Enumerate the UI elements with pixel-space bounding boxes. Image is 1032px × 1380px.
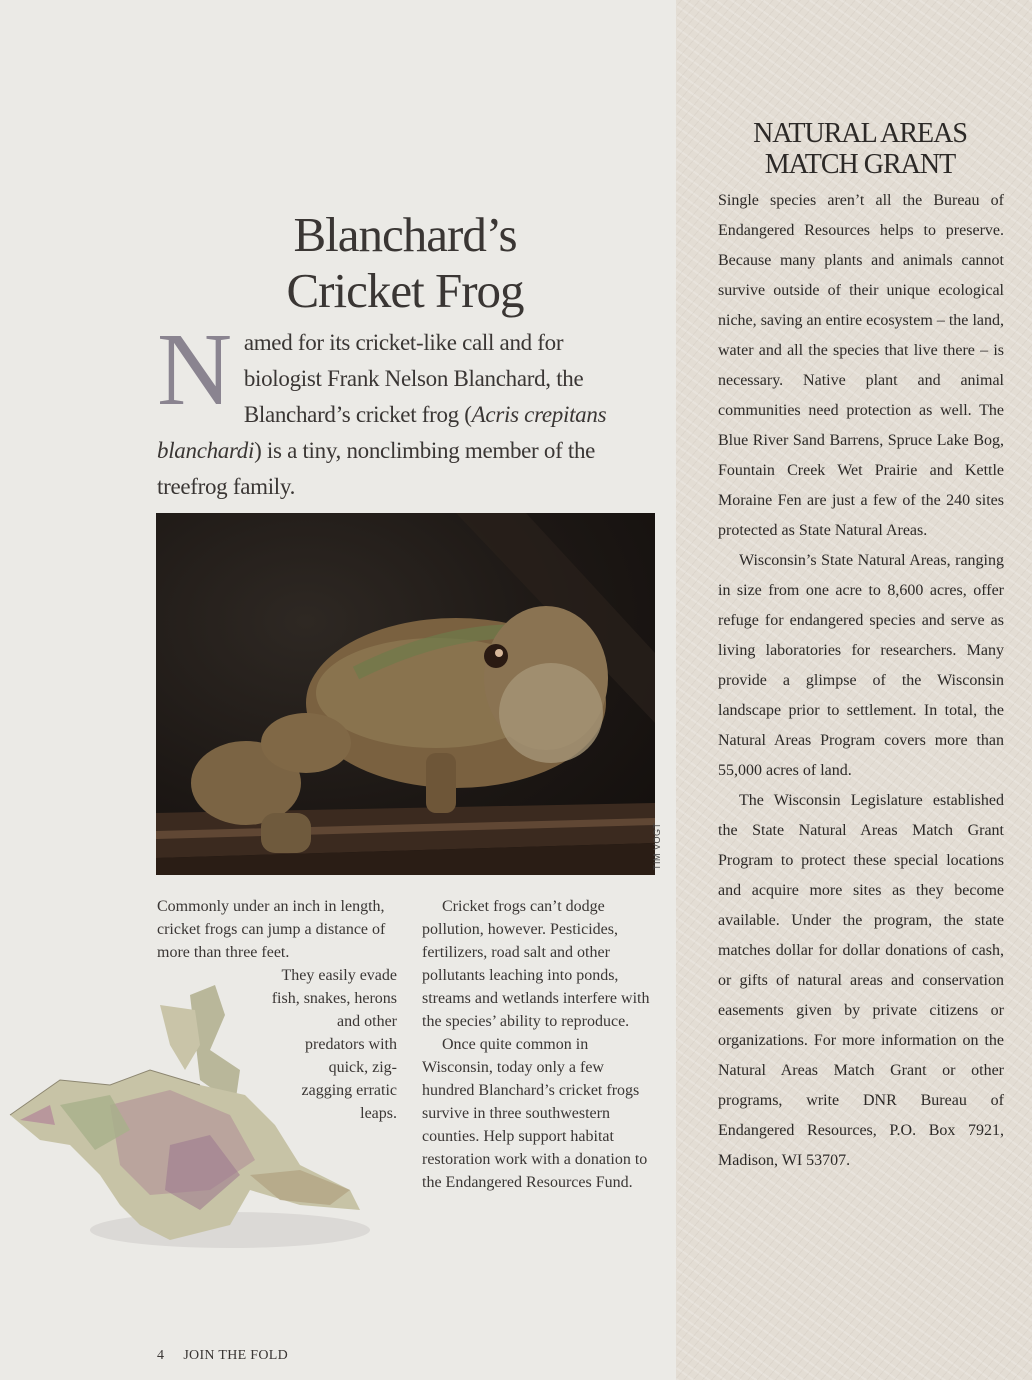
wrap-line: leaps.	[360, 1105, 397, 1122]
sidebar-paragraph-3: The Wisconsin Legislature established the State Natural Areas Match Grant Program to protect these special locations and acquire more sites as they become available. Under the program, the state matches dollar for dollar donations of cash, or gifts of natural areas and conservation easements given by private citizens or organizations. For more information on the Natural Areas Match Grant or other programs, write DNR Bureau of Endangered Resources, P.O. Box 7921, Madison, WI 53707.	[718, 792, 1004, 1169]
article-title	[200, 207, 610, 319]
intro-text-1: amed for its cricket-like call and for biologist Frank Nelson Blanchard, the Blanchard’s cricket frog (	[243, 330, 584, 427]
sidebar-title-line-2: MATCH GRANT	[764, 149, 956, 180]
column-1-lead: Commonly under an inch in length, cricket frogs can jump a distance of more than three feet.	[157, 898, 386, 961]
column-2	[422, 895, 652, 1194]
wrap-line: predators with	[305, 1036, 397, 1053]
sidebar-title-line-1: NATURAL AREAS	[753, 118, 967, 149]
page-footer	[157, 1348, 288, 1364]
photo-credit: TIM VOGT	[652, 822, 662, 870]
frog-photo	[156, 513, 655, 875]
column-2-paragraph-1: Cricket frogs can’t dodge pollution, however. Pesticides, fertilizers, road salt and other pollutants leaching into ponds, streams and wetlands interfere with the species’ ability to reproduce.	[422, 898, 650, 1030]
intro-paragraph	[157, 312, 637, 505]
wrap-line: quick, zig-	[328, 1059, 397, 1076]
section-name: JOIN THE FOLD	[183, 1348, 289, 1363]
title-line-1: Blanchard’s	[293, 207, 517, 262]
wrap-line: They easily evade	[281, 967, 397, 984]
origami-frog-image	[0, 975, 380, 1260]
page-number: 4	[157, 1348, 165, 1363]
frog-illustration	[156, 513, 655, 875]
intro-species-name: Acris crepitans blanchardi	[157, 402, 607, 463]
column-2-paragraph-2: Once quite common in Wisconsin, today only a few hundred Blanchard’s cricket frogs survive in three southwestern counties. Help support habitat restoration work with a donation to the Endangered Resources Fund.	[422, 1036, 648, 1191]
wrap-line: zagging erratic	[301, 1082, 397, 1099]
drop-cap: N	[157, 312, 232, 427]
wrap-line: and other	[337, 1013, 397, 1030]
intro-text-2: ) is a tiny, nonclimbing member of the treefrog family.	[157, 438, 596, 499]
sidebar-body	[718, 186, 1004, 1176]
wrap-line: fish, snakes, herons	[271, 990, 397, 1007]
sidebar-title	[690, 118, 1030, 180]
sidebar-paragraph-1: Single species aren’t all the Bureau of Endangered Resources helps to preserve. Because many plants and animals cannot survive outside of their unique ecological niche, saving an entire ecosystem – the land, water and all the species that live there – is necessary. Native plant and animal communities need protection as well. The Blue River Sand Barrens, Spruce Lake Bog, Fountain Creek Wet Prairie and Kettle Moraine Fen are just a few of the 240 sites protected as State Natural Areas.	[718, 192, 1004, 539]
title-line-2: Cricket Frog	[286, 263, 524, 318]
sidebar-paragraph-2: Wisconsin’s State Natural Areas, ranging in size from one acre to 8,600 acres, offer refuge for endangered species and serve as living laboratories for researchers. Many provide a glimpse of the Wisconsin landscape prior to settlement. In total, the Natural Areas Program covers more than 55,000 acres of land.	[718, 552, 1004, 779]
